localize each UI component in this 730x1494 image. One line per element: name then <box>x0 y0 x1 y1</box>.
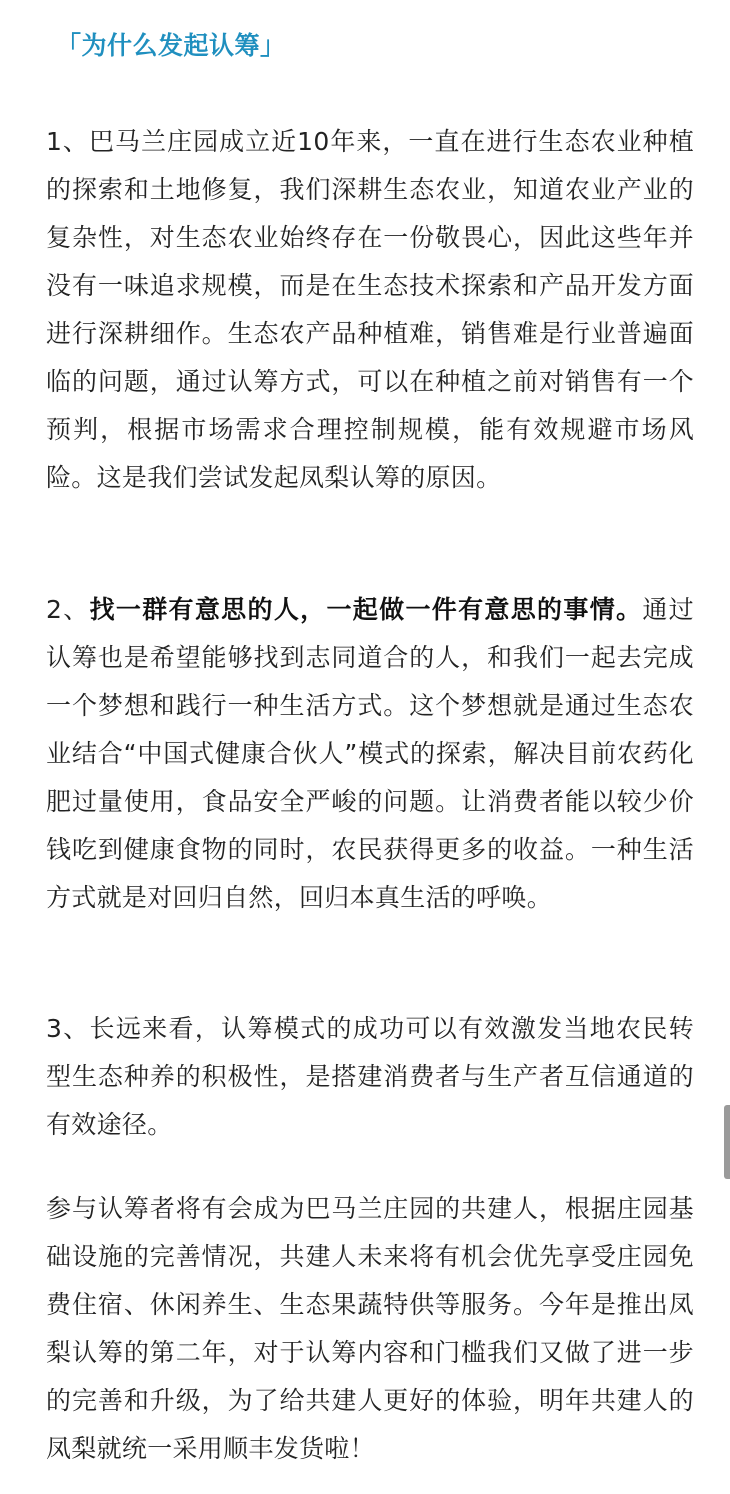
paragraph-2-number: 2、 <box>46 595 90 624</box>
paragraph-co-builder: 参与认筹者将有会成为巴马兰庄园的共建人，根据庄园基础设施的完善情况，共建人未来将有机会优先享受庄园免费住宿、休闲养生、生态果蔬特供等服务。今年是推出凤梨认筹的第二年，对于认筹内容和门槛我们又做了进一步的完善和升级，为了给共建人更好的体验，明年共建人的凤梨就统一采用顺丰发货啦！ <box>46 1194 694 1463</box>
paragraph-reason-2 <box>46 586 694 922</box>
scrollbar-thumb[interactable] <box>724 1105 730 1179</box>
paragraph-reason-1: 1、巴马兰庄园成立近10年来，一直在进行生态农业种植的探索和土地修复，我们深耕生态农业，知道农业产业的复杂性，对生态农业始终存在一份敬畏心，因此这些年并没有一味追求规模，而是在生态技术探索和产品开发方面进行深耕细作。生态农产品种植难，销售难是行业普遍面临的问题，通过认筹方式，可以在种植之前对销售有一个预判，根据市场需求合理控制规模，能有效规避市场风险。这是我们尝试发起凤梨认筹的原因。 <box>46 127 694 492</box>
section-heading: 「为什么发起认筹」 <box>56 31 286 60</box>
paragraph-reason-3: 3、长远来看，认筹模式的成功可以有效激发当地农民转型生态种养的积极性，是搭建消费者与生产者互信通道的有效途径。 <box>46 1014 694 1139</box>
paragraph-2-body: 通过认筹也是希望能够找到志同道合的人，和我们一起去完成一个梦想和践行一种生活方式。这个梦想就是通过生态农业结合“中国式健康合伙人”模式的探索，解决目前农药化肥过量使用，食品安全严峻的问题。让消费者能以较少价钱吃到健康食物的同时，农民获得更多的收益。一种生活方式就是对回归自然，回归本真生活的呼唤。 <box>46 595 694 912</box>
paragraph-2-bold-lead: 找一群有意思的人，一起做一件有意思的事情。 <box>89 595 643 624</box>
